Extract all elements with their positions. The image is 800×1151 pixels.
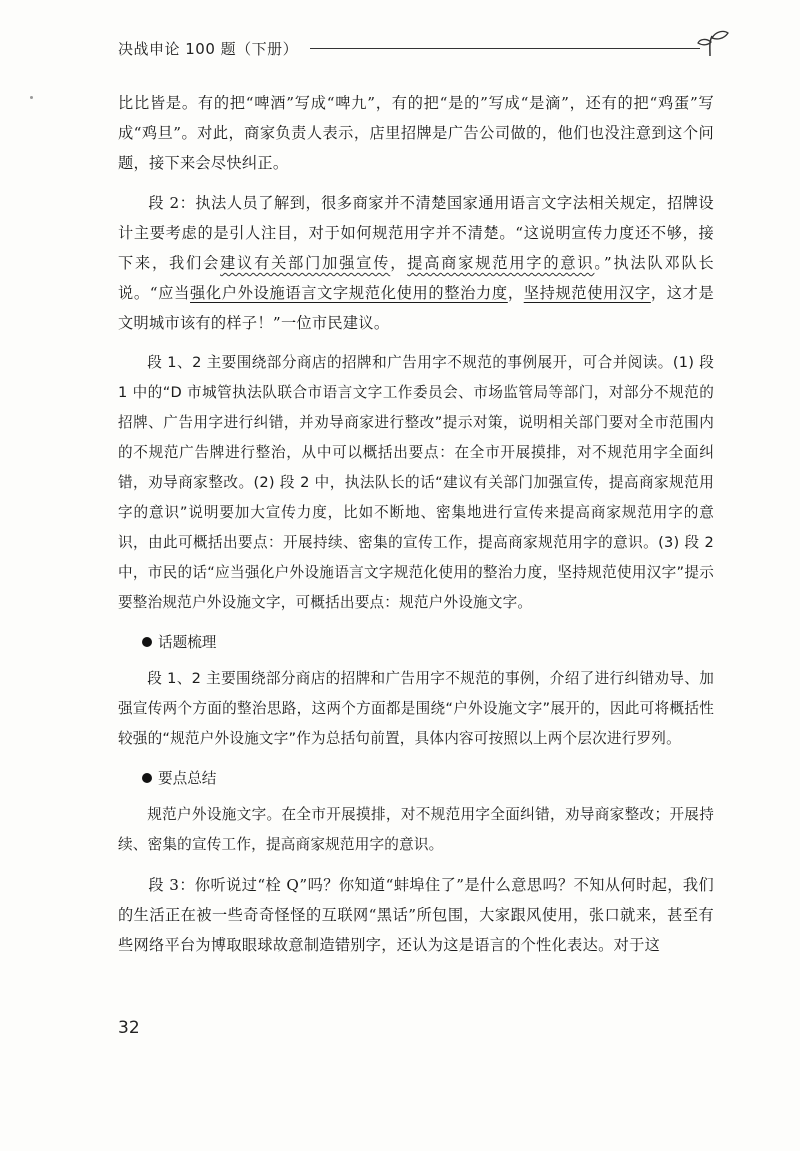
heading-topic-sorting: 话题梳理: [142, 628, 714, 658]
paragraph-section-2: 段 2：执法人员了解到，很多商家并不清楚国家通用语言文字法相关规定，招牌设计主要考虑的是引人注目，对于如何规范用字并不清楚。“这说明宣传力度还不够，接下来，我们会建议有关部门加强宣传，提高商家规范用字的意识。”执法队邓队长说。“应当强化户外设施语言文字规范化使用的整治力度，坚持规范使用汉字，这才是文明城市该有的样子！”一位市民建议。: [118, 194, 714, 332]
underline-suggestion-3: 强化户外设施语言文字规范化使用的整治力度: [190, 284, 508, 302]
running-header: [118, 38, 728, 62]
scan-speck: [30, 96, 33, 99]
book-title: 决战申论 100 题（下册）: [118, 40, 299, 58]
page-number: 32: [118, 1018, 140, 1038]
heading-key-points: 要点总结: [142, 764, 714, 794]
bullet-icon: [142, 773, 152, 783]
paragraph-section-3: 段 3：你听说过“栓 Q”吗？你知道“蚌埠住了”是什么意思吗？不知从何时起，我们的生活正在被一些奇奇怪怪的互联网“黑话”所包围，大家跟风使用，张口就来，甚至有些网络平台为博取眼球故意制造错别字，还认为这是语言的个性化表达。对于这: [118, 876, 714, 954]
topic-paragraph: 段 1、2 主要围绕部分商店的招牌和广告用字不规范的事例，介绍了进行纠错劝导、加强宣传两个方面的整治思路，这两个方面都是围绕“户外设施文字”展开的，因此可将概括性较强的“规范户外设施文字”作为总括句前置，具体内容可按照以上两个层次进行罗列。: [118, 670, 714, 747]
bullet-icon: [142, 637, 152, 647]
header-rule: [310, 48, 700, 49]
analysis-paragraph: 段 1、2 主要围绕部分商店的招牌和广告用字不规范的事例展开，可合并阅读。(1) 段 1 中的“D 市城管执法队联合市语言文字工作委员会、市场监管局等部门，对部分不规范的招牌、广告用字进行纠错，并劝导商家进行整改”提示对策，说明相关部门要对全市范围内的不规范广告牌进行整治，从中可以概括出要点：在全市开展摸排，对不规范用字全面纠错，劝导商家整改。(2) 段 2 中，执法队长的话“建议有关部门加强宣传，提高商家规范用字的意识”说明要加大宣传力度，比如不断地、密集地进行宣传来提高商家规范用字的意识，由此可概括出要点：开展持续、密集的宣传工作，提高商家规范用字的意识。(3) 段 2 中，市民的话“应当强化户外设施语言文字规范化使用的整治力度，坚持规范使用汉字”提示要整治规范户外设施文字，可概括出要点：规范户外设施文字。: [118, 354, 714, 611]
wavy-underline-suggestion-2: 提高商家规范用字的意识: [407, 254, 595, 272]
summary-paragraph: 规范户外设施文字。在全市开展摸排，对不规范用字全面纠错，劝导商家整改；开展持续、密集的宣传工作，提高商家规范用字的意识。: [118, 806, 714, 853]
wavy-underline-suggestion-1: 建议有关部门加强宣传: [220, 254, 391, 272]
underline-suggestion-4: 坚持规范使用汉字: [523, 284, 651, 302]
page-body: [118, 88, 714, 970]
sprout-icon: [696, 28, 732, 58]
paragraph-continued: 比比皆是。有的把“啤酒”写成“啤九”，有的把“是的”写成“是滴”，还有的把“鸡蛋”写成“鸡旦”。对此，商家负责人表示，店里招牌是广告公司做的，他们也没注意到这个问题，接下来会尽快纠正。: [118, 94, 714, 172]
